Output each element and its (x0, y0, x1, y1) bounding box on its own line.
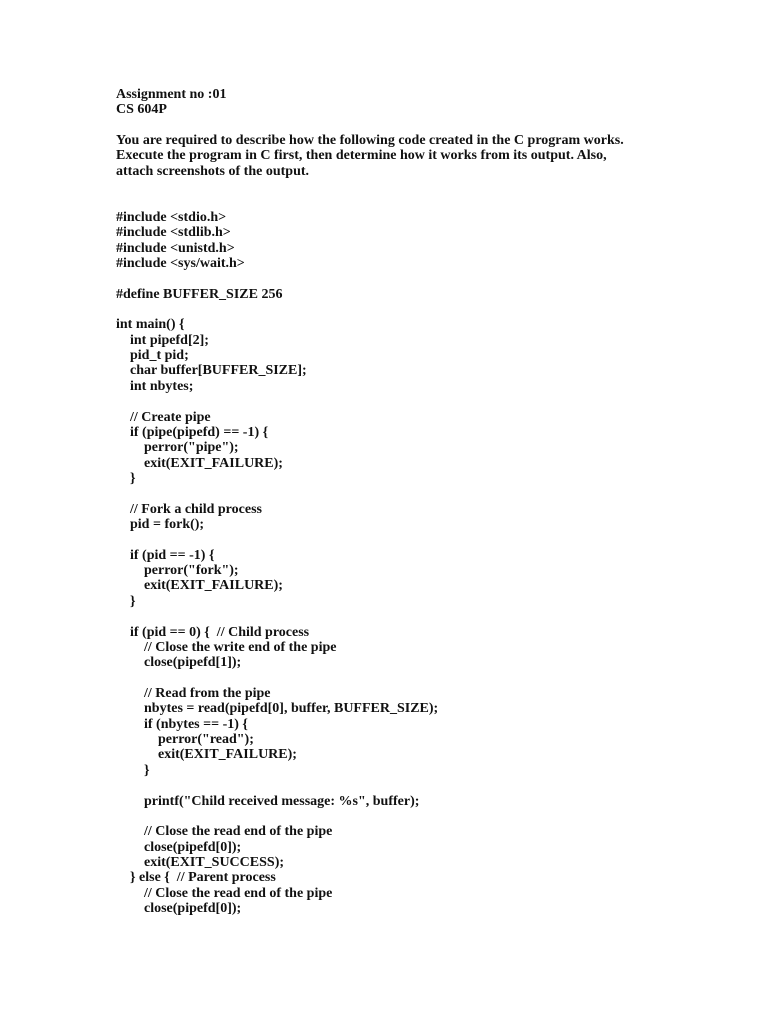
code-line: close(pipefd[0]); (116, 839, 242, 855)
code-line: // Close the read end of the pipe (116, 885, 333, 901)
code-line: #include <stdio.h> (116, 209, 227, 225)
code-line: #include <sys/wait.h> (116, 255, 245, 271)
code-line: } (116, 762, 150, 778)
code-line: if (pid == 0) { // Child process (116, 624, 310, 640)
instruction-line: attach screenshots of the output. (116, 163, 310, 179)
code-line: exit(EXIT_FAILURE); (116, 455, 283, 471)
code-line: close(pipefd[0]); (116, 901, 242, 917)
code-line: if (pipe(pipefd) == -1) { (116, 424, 269, 440)
spacer (116, 118, 736, 133)
code-line: } (116, 470, 136, 486)
code-line: if (nbytes == -1) { (116, 716, 248, 732)
code-line: // Fork a child process (116, 501, 262, 517)
code-line: } (116, 593, 136, 609)
code-line (116, 809, 736, 824)
code-line (116, 609, 736, 624)
instruction-line: You are required to describe how the following code created in the C program works. (116, 133, 624, 149)
code-line (116, 394, 736, 409)
code-line (116, 671, 736, 686)
code-line: int nbytes; (116, 378, 194, 394)
code-line: #define BUFFER_SIZE 256 (116, 286, 283, 302)
code-line: #include <unistd.h> (116, 240, 235, 256)
code-line: char buffer[BUFFER_SIZE]; (116, 363, 307, 379)
code-listing (116, 210, 736, 917)
code-line (116, 302, 736, 317)
code-line: close(pipefd[1]); (116, 655, 242, 671)
code-line: int main() { (116, 317, 185, 333)
instructions-paragraph (116, 133, 736, 179)
document-page (116, 87, 736, 916)
code-line: int pipefd[2]; (116, 332, 209, 348)
code-line: perror("read"); (116, 732, 254, 748)
code-line: if (pid == -1) { (116, 547, 215, 563)
instruction-line: Execute the program in C first, then determine how it works from its output. Also, (116, 148, 607, 164)
code-line: // Close the read end of the pipe (116, 824, 333, 840)
code-line: // Close the write end of the pipe (116, 639, 337, 655)
code-line: pid = fork(); (116, 517, 205, 533)
code-line: // Create pipe (116, 409, 211, 425)
code-line: nbytes = read(pipefd[0], buffer, BUFFER_SIZE); (116, 701, 439, 717)
code-line: exit(EXIT_FAILURE); (116, 578, 283, 594)
code-line: pid_t pid; (116, 348, 189, 364)
code-line (116, 486, 736, 501)
code-line: } else { // Parent process (116, 870, 276, 886)
code-line: exit(EXIT_FAILURE); (116, 747, 297, 763)
code-line: perror("fork"); (116, 563, 239, 579)
code-line: perror("pipe"); (116, 440, 239, 456)
code-line: // Read from the pipe (116, 685, 271, 701)
assignment-title: Assignment no :01 (116, 87, 227, 102)
code-line (116, 532, 736, 547)
course-code: CS 604P (116, 102, 167, 118)
spacer (116, 179, 736, 210)
code-line: printf("Child received message: %s", buffer); (116, 793, 420, 809)
code-line (116, 778, 736, 793)
code-line (116, 271, 736, 286)
code-line: #include <stdlib.h> (116, 225, 231, 241)
code-line: exit(EXIT_SUCCESS); (116, 854, 285, 870)
